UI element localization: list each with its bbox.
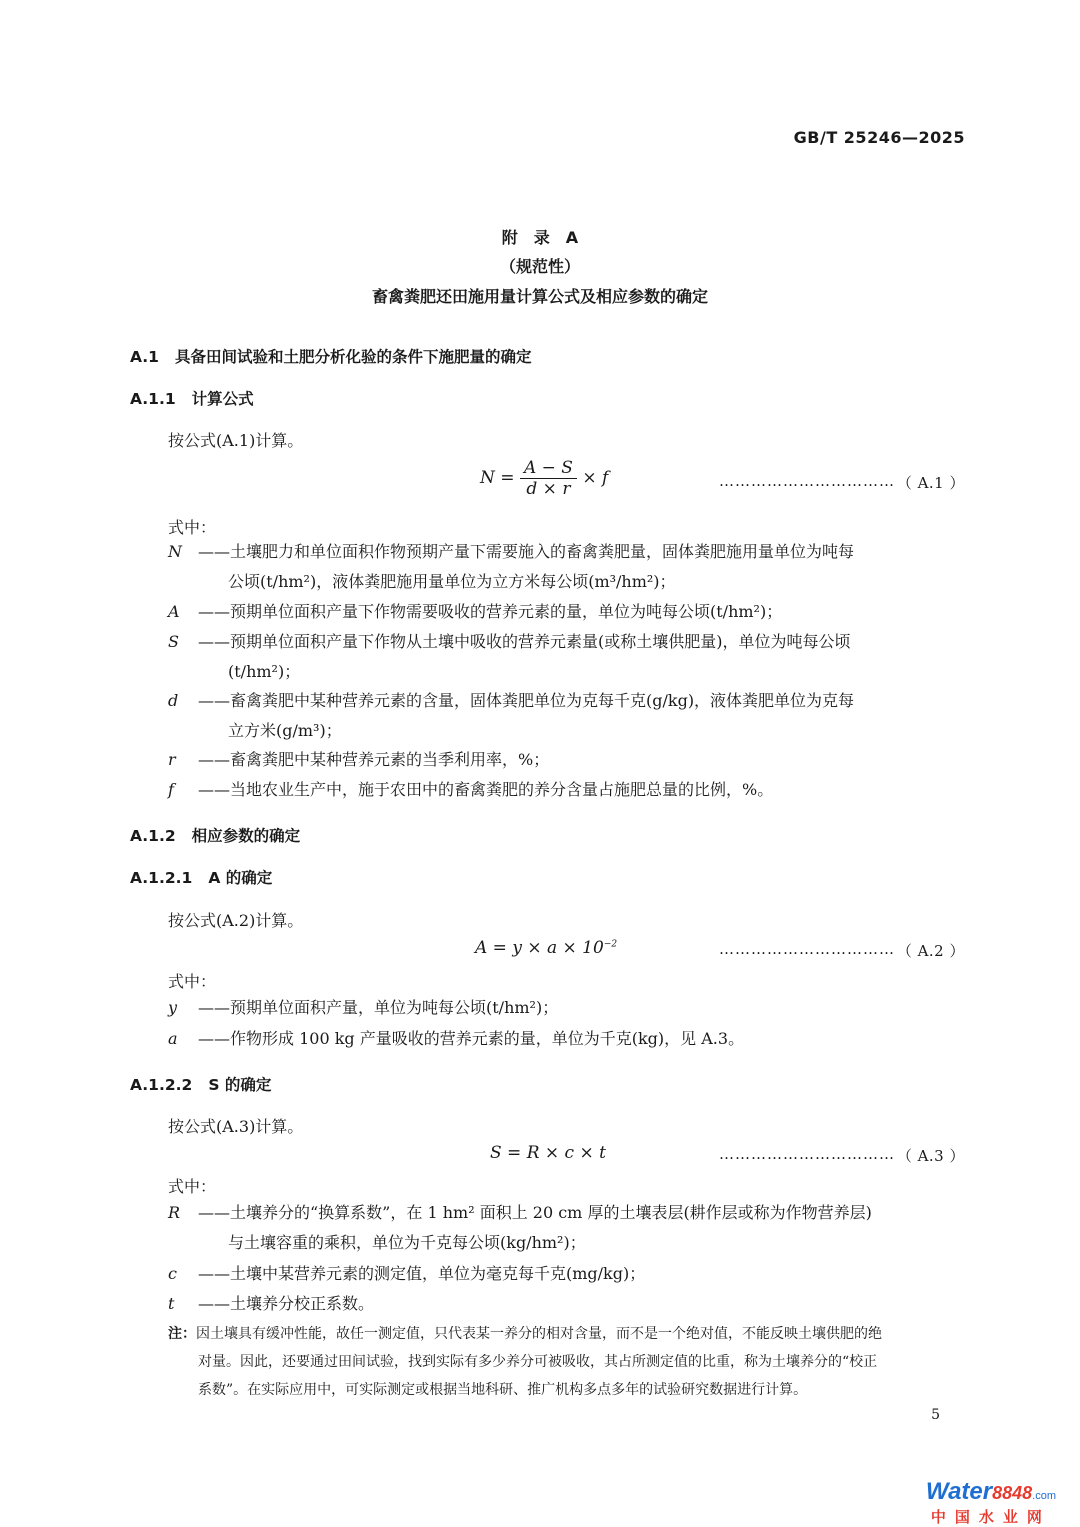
term-r-large <box>168 1198 968 1258</box>
section-title: 具备田间试验和土肥分析化验的条件下施肥量的确定 <box>174 348 532 366</box>
section-title: 相应参数的确定 <box>191 827 301 845</box>
term-desc-line2: (t/hm²)； <box>228 662 301 681</box>
equation-number-a1: （ A.1 ） <box>896 474 965 492</box>
term-desc-line1: ——预期单位面积产量，单位为吨每公顷(t/hm²)； <box>198 998 559 1017</box>
fraction-numerator: A − S <box>520 458 577 479</box>
term-a-small <box>168 1024 968 1054</box>
section-number: A.1.2.2 <box>130 1076 193 1094</box>
term-a <box>168 597 968 627</box>
logo-number: 8848 <box>992 1483 1033 1503</box>
section-number: A.1.2 <box>130 827 176 845</box>
term-desc-line1: ——畜禽粪肥中某种营养元素的当季利用率，%； <box>198 750 550 769</box>
term-symbol: S <box>168 632 179 651</box>
leader-dots: …………………………… <box>719 940 895 958</box>
formula-a1 <box>480 458 608 499</box>
appendix-type: （规范性） <box>499 257 580 276</box>
term-f <box>168 775 968 805</box>
note-line3: 系数”。在实际应用中，可实际测定或根据当地科研、推广机构多点多年的试验研究数据进行计算。 <box>198 1382 808 1398</box>
appendix-title: 附 录 A <box>501 228 579 247</box>
page-number: 5 <box>931 1407 940 1423</box>
where-label: 式中： <box>168 972 217 991</box>
section-title: 计算公式 <box>191 390 254 408</box>
formula-body: A = y × a × 10 <box>475 938 604 958</box>
section-number: A.1 <box>130 348 159 366</box>
intro-a1: 按公式(A.1)计算。 <box>168 431 304 450</box>
logo-domain: .com <box>1032 1490 1056 1502</box>
term-desc-line1: ——土壤肥力和单位面积作物预期产量下需要施入的畜禽粪肥量，固体粪肥施用量单位为吨每 <box>198 542 855 561</box>
formula-tail: × f <box>582 468 609 488</box>
term-symbol: c <box>168 1264 177 1283</box>
note-line2: 对量。因此，还要通过田间试验，找到实际有多少养分可被吸收，其占所测定值的比重，称为土壤养分的“校正 <box>198 1354 878 1370</box>
formula-exponent: −2 <box>603 939 618 950</box>
term-r <box>168 745 968 775</box>
term-symbol: r <box>168 750 176 769</box>
term-desc-line1: ——当地农业生产中，施于农田中的畜禽粪肥的养分含量占施肥总量的比例，%。 <box>198 780 774 799</box>
section-number: A.1.2.1 <box>130 869 193 887</box>
watermark-logo <box>926 1478 1056 1527</box>
section-a1-heading <box>130 345 531 367</box>
logo-word: Water <box>925 1478 993 1505</box>
term-s <box>168 627 968 687</box>
note <box>168 1320 968 1404</box>
term-desc-line2: 立方米(g/m³)； <box>228 721 342 740</box>
section-a11-heading <box>130 387 254 409</box>
where-label: 式中： <box>168 518 217 537</box>
section-title: A 的确定 <box>208 869 273 887</box>
section-a121-heading <box>130 866 272 888</box>
logo-chinese: 中国水业网 <box>930 1508 1051 1526</box>
term-d <box>168 686 968 746</box>
note-label: 注： <box>168 1326 196 1342</box>
note-line1: 因土壤具有缓冲性能，故任一测定值，只代表某一养分的相对含量，而不是一个绝对值，不能反映土壤供肥的绝 <box>196 1326 882 1342</box>
leader-dots: …………………………… <box>719 472 895 490</box>
term-symbol: f <box>168 780 174 799</box>
term-symbol: A <box>168 602 180 621</box>
term-y <box>168 993 968 1023</box>
section-a122-heading <box>130 1073 271 1095</box>
section-a12-heading <box>130 824 300 846</box>
fraction-denominator: d × r <box>526 479 571 499</box>
formula-a3: S = R × c × t <box>490 1143 606 1163</box>
intro-a2: 按公式(A.2)计算。 <box>168 911 304 930</box>
term-desc-line1: ——作物形成 100 kg 产量吸收的营养元素的量，单位为千克(kg)，见 A.3。 <box>198 1029 745 1048</box>
intro-a3: 按公式(A.3)计算。 <box>168 1117 304 1136</box>
term-n <box>168 537 968 597</box>
term-desc-line2: 与土壤容重的乘积，单位为千克每公顷(kg/hm²)； <box>228 1233 586 1252</box>
term-desc-line2: 公顷(t/hm²)，液体粪肥施用量单位为立方米每公顷(m³/hm²)； <box>228 572 676 591</box>
term-symbol: R <box>168 1203 181 1222</box>
section-number: A.1.1 <box>130 390 176 408</box>
term-desc-line1: ——土壤中某营养元素的测定值，单位为毫克每千克(mg/kg)； <box>198 1264 646 1283</box>
term-desc-line1: ——土壤养分的“换算系数”，在 1 hm² 面积上 20 cm 厚的土壤表层(耕作层或称为作物营养层) <box>198 1203 872 1222</box>
leader-dots: …………………………… <box>719 1145 895 1163</box>
equation-number-a3: （ A.3 ） <box>896 1147 965 1165</box>
term-symbol: a <box>168 1029 178 1048</box>
section-title: S 的确定 <box>208 1076 272 1094</box>
term-desc-line1: ——预期单位面积产量下作物从土壤中吸收的营养元素量(或称土壤供肥量)，单位为吨每公顷 <box>198 632 851 651</box>
where-label: 式中： <box>168 1177 217 1196</box>
term-c <box>168 1259 968 1289</box>
term-symbol: t <box>168 1294 175 1313</box>
formula-a2 <box>475 938 617 958</box>
term-desc-line1: ——土壤养分校正系数。 <box>198 1294 375 1313</box>
equation-number-a2: （ A.2 ） <box>896 942 965 960</box>
standard-number: GB/T 25246—2025 <box>793 128 965 147</box>
formula-lhs: N = <box>480 468 515 488</box>
term-desc-line1: ——畜禽粪肥中某种营养元素的含量，固体粪肥单位为克每千克(g/kg)，液体粪肥单位为克每 <box>198 691 855 710</box>
appendix-name: 畜禽粪肥还田施用量计算公式及相应参数的确定 <box>371 287 708 306</box>
term-desc-line1: ——预期单位面积产量下作物需要吸收的营养元素的量，单位为吨每公顷(t/hm²)； <box>198 602 783 621</box>
term-symbol: N <box>168 542 182 561</box>
term-symbol: d <box>168 691 179 710</box>
term-t <box>168 1289 968 1319</box>
term-symbol: y <box>168 998 178 1017</box>
formula-fraction <box>520 458 577 499</box>
